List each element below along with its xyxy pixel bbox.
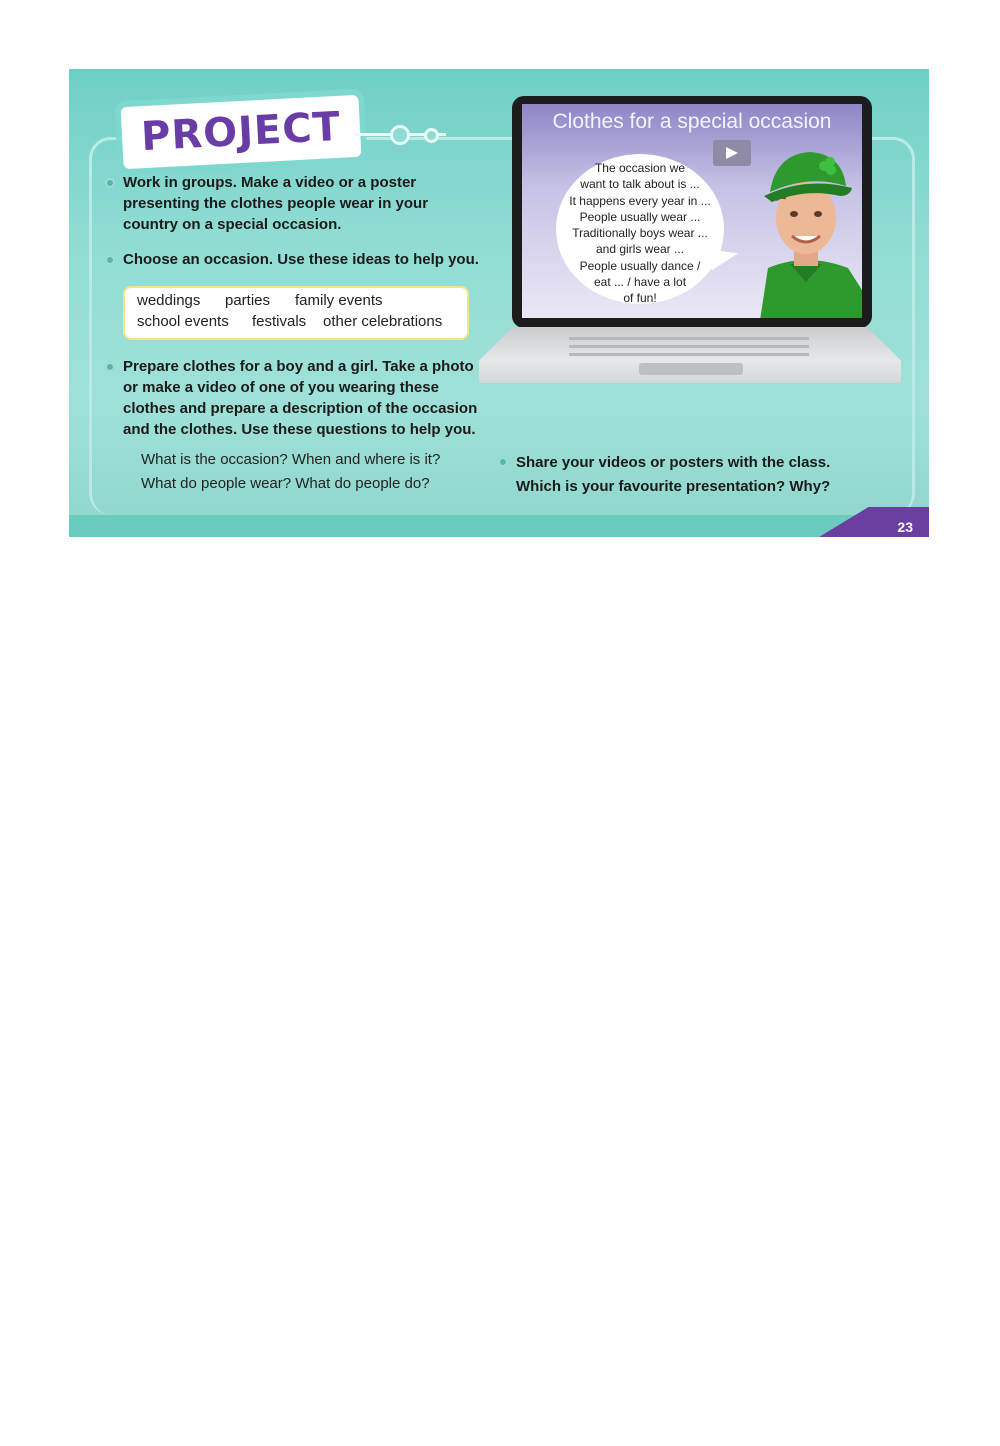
speech-line: eat ... / have a lot <box>593 275 687 290</box>
touchpad <box>639 363 743 375</box>
video-title: Clothes for a special occasion <box>552 110 832 133</box>
bottom-strip <box>69 515 929 537</box>
instruction-3: Prepare clothes for a boy and a girl. Take a photo or make a video of one of you wearing these clothes and prepare a description of the occasion and the clothes. Use these questions to help you. <box>123 358 478 438</box>
speech-line: Traditionally boys wear ... <box>572 226 708 241</box>
speech-line: of fun! <box>623 291 657 306</box>
play-icon <box>724 146 740 160</box>
bullet-icon <box>105 255 115 265</box>
idea-item: school events <box>137 313 229 330</box>
bullet-icon <box>105 362 115 372</box>
speech-line: and girls wear ... <box>595 242 685 257</box>
idea-item: weddings <box>137 292 201 309</box>
instruction-2: Choose an occasion. Use these ideas to help you. <box>123 251 479 268</box>
idea-item: parties <box>225 292 271 309</box>
title-connector <box>354 127 454 141</box>
question-line: What do people wear? What do people do? <box>141 475 430 492</box>
speech-line: People usually dance / <box>579 258 701 273</box>
project-panel <box>69 69 929 537</box>
idea-item: other celebrations <box>323 313 443 330</box>
project-title-box <box>114 89 368 176</box>
laptop-keyboard-base <box>479 327 901 383</box>
speech-line: It happens every year in ... <box>569 193 711 208</box>
speech-line: People usually wear ... <box>579 209 701 224</box>
guiding-questions <box>141 448 440 496</box>
occasion-ideas-box <box>123 286 469 340</box>
instruction-1: Work in groups. Make a video or a poster presenting the clothes people wear in your country on a special occasion. <box>123 174 429 233</box>
laptop-screen-frame <box>512 96 872 328</box>
speech-line: The occasion we <box>594 161 686 175</box>
bullet-icon <box>105 178 115 188</box>
speech-bubble <box>556 154 724 304</box>
idea-item: festivals <box>252 313 307 330</box>
bullet-icon <box>498 457 508 467</box>
share-instruction: Share your videos or posters with the class. Which is your favourite presentation? Why? <box>516 454 831 495</box>
boy-in-green-cap-image <box>750 140 862 318</box>
question-line: What is the occasion? When and where is it? <box>141 451 441 468</box>
page-number: 23 <box>897 519 913 535</box>
project-title: PROJECT <box>139 103 343 161</box>
idea-item: family events <box>295 292 383 309</box>
laptop-screen <box>522 104 862 318</box>
speech-line: want to talk about is ... <box>580 177 700 192</box>
